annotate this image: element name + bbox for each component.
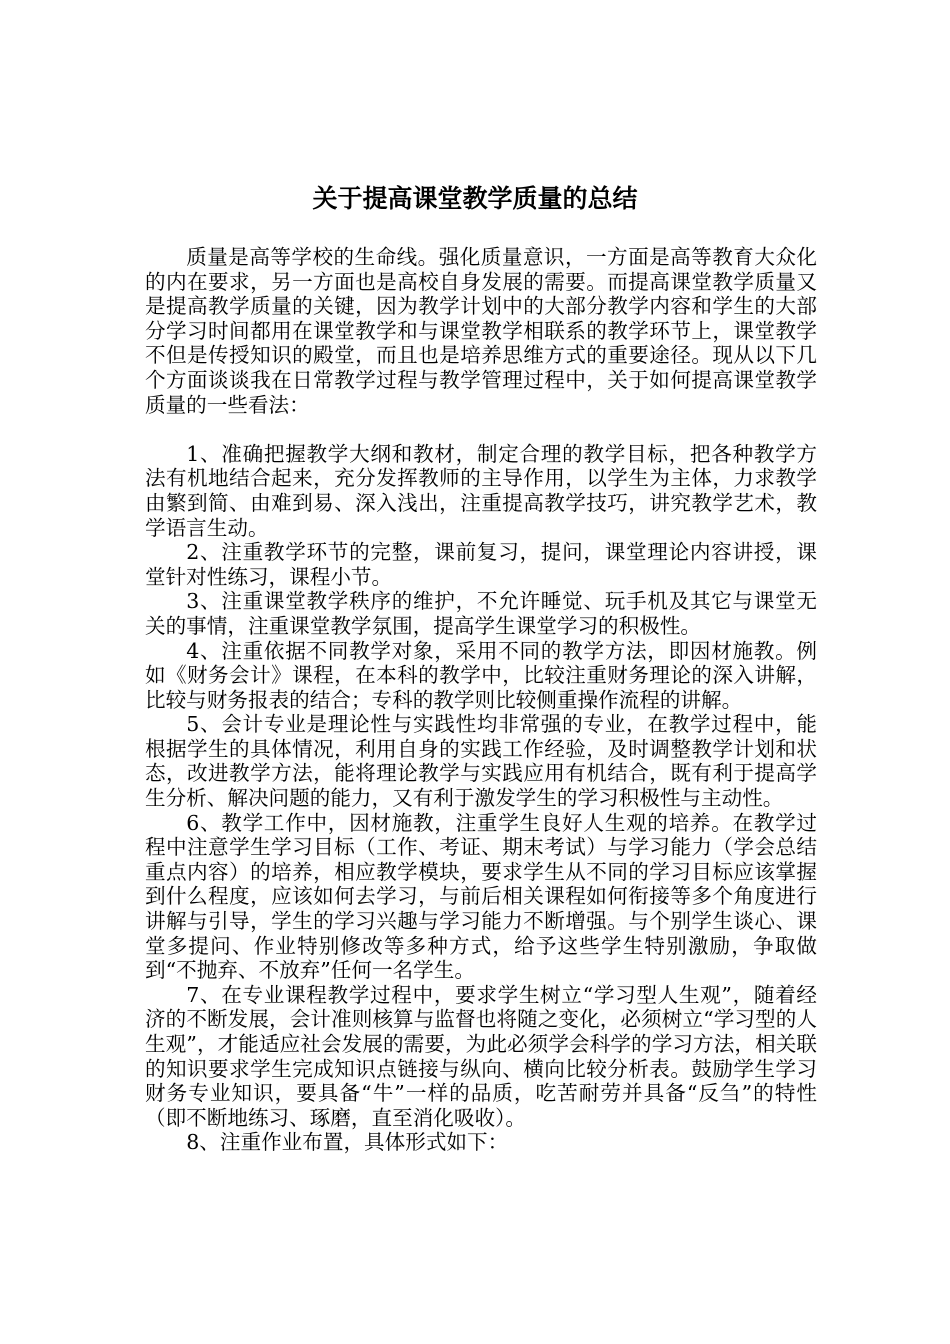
document-body [145,245,817,1155]
intro-paragraph: 质量是高等学校的生命线。强化质量意识，一方面是高等教育大众化的内在要求，另一方面也是高校自身发展的需要。而提高课堂教学质量又是提高教学质量的关键，因为教学计划中的大部分教学内容和学生的大部分学习时间都用在课堂教学和与课堂教学相联系的教学环节上，课堂教学不但是传授知识的殿堂，而且也是培养思维方式的重要途径。现从以下几个方面谈谈我在日常教学过程与教学管理过程中，关于如何提高课堂教学质量的一些看法： [145,245,817,417]
list-item-7: 7、在专业课程教学过程中，要求学生树立“学习型人生观”，随着经济的不断发展，会计准则核算与监督也将随之变化，必须树立“学习型的人生观”，才能适应社会发展的需要，为此必须学会科学的学习方法，相关联的知识要求学生完成知识点链接与纵向、横向比较分析表。鼓励学生学习财务专业知识，要具备“牛”一样的品质，吃苦耐劳并具备“反刍”的特性（即不断地练习、琢磨，直至消化吸收）。 [145,982,817,1130]
list-item-1: 1、准确把握教学大纲和教材，制定合理的教学目标，把各种教学方法有机地结合起来，充分发挥教师的主导作用，以学生为主体，力求教学由繁到简、由难到易、深入浅出，注重提高教学技巧，讲究教学艺术，教学语言生动。 [145,441,817,540]
document-title: 关于提高课堂教学质量的总结 [312,184,638,213]
list-item-3: 3、注重课堂教学秩序的维护，不允许睡觉、玩手机及其它与课堂无关的事情，注重课堂教学氛围，提高学生课堂学习的积极性。 [145,589,817,638]
list-item-4: 4、注重依据不同教学对象，采用不同的教学方法，即因材施教。例如《财务会计》课程，在本科的教学中，比较注重财务理论的深入讲解，比较与财务报表的结合；专科的教学则比较侧重操作流程的讲解。 [145,638,817,712]
paragraph-spacer [145,417,817,442]
list-item-6: 6、教学工作中，因材施教，注重学生良好人生观的培养。在教学过程中注意学生学习目标（工作、考证、期末考试）与学习能力（学会总结重点内容）的培养，相应教学模块，要求学生从不同的学习目标应该掌握到什么程度，应该如何去学习，与前后相关课程如何衔接等多个角度进行讲解与引导，学生的学习兴趣与学习能力不断增强。与个别学生谈心、课堂多提问、作业特别修改等多种方式，给予这些学生特别激励，争取做到“不抛弃、不放弃”任何一名学生。 [145,810,817,983]
list-item-5: 5、会计专业是理论性与实践性均非常强的专业，在教学过程中，能根据学生的具体情况，利用自身的实践工作经验，及时调整教学计划和状态，改进教学方法，能将理论教学与实践应用有机结合，既有利于提高学生分析、解决问题的能力，又有利于激发学生的学习积极性与主动性。 [145,712,817,811]
list-item-2: 2、注重教学环节的完整，课前复习，提问，课堂理论内容讲授，课堂针对性练习，课程小节。 [145,540,817,589]
list-item-8: 8、注重作业布置，具体形式如下： [186,1130,509,1155]
